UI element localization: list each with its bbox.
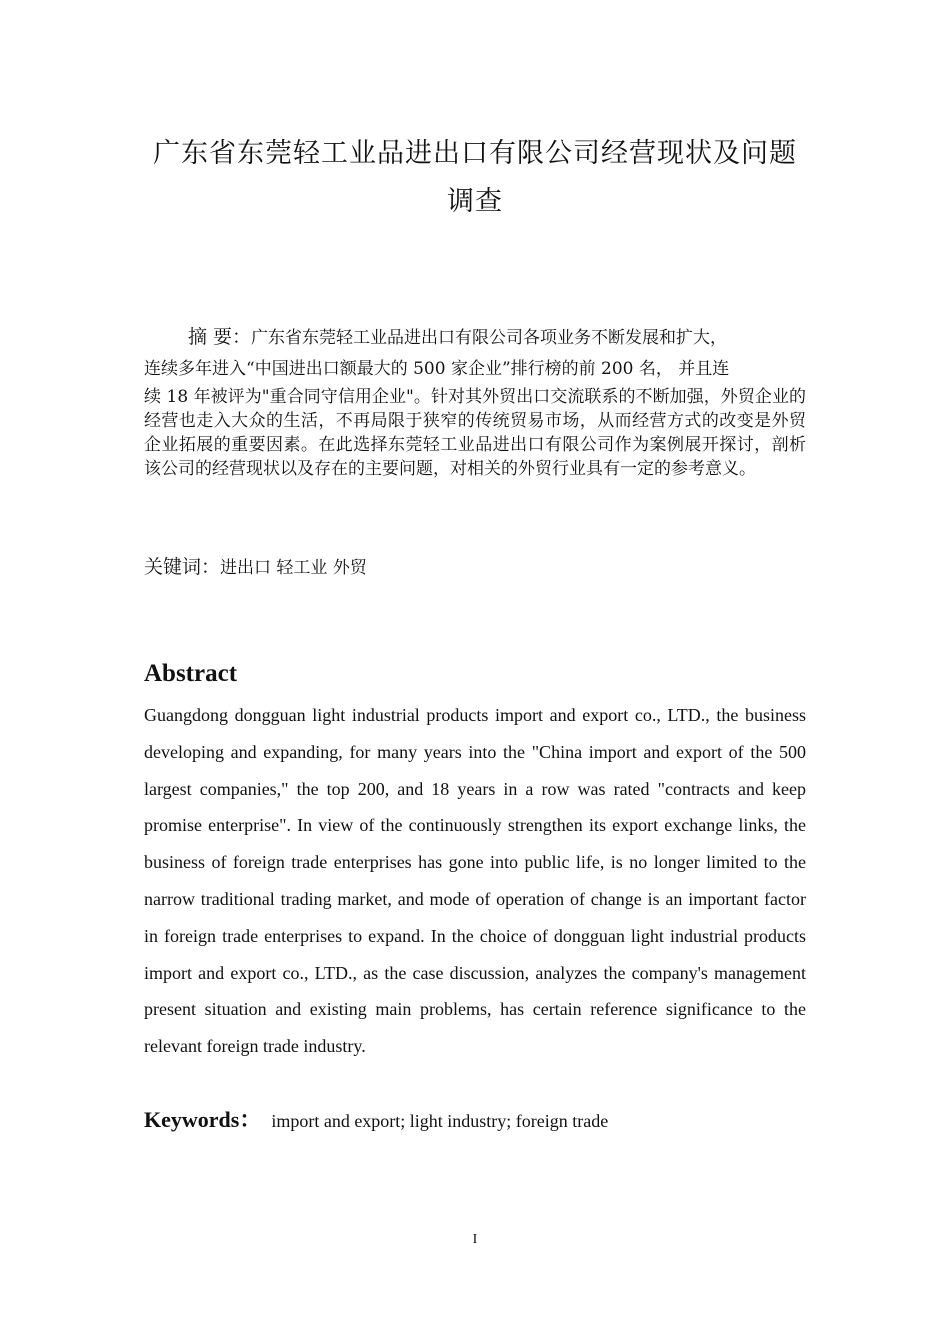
chinese-abstract <box>144 322 806 481</box>
english-abstract-body: Guangdong dongguan light industrial products import and export co., LTD., the business developing and expanding, for many years into the "China import and export of the 500 largest companies," the top 200, and 18 years in a row was rated "contracts and keep promise enterprise". In view of the continuously strengthen its export exchange links, the business of foreign trade enterprises has gone into public life, is no longer limited to the narrow traditional trading market, and mode of operation of change is an important factor in foreign trade enterprises to expand. In the choice of dongguan light industrial products import and export co., LTD., as the case discussion, analyzes the company's management present situation and existing main problems, has certain reference significance to the relevant foreign trade industry. <box>144 705 806 1057</box>
chinese-keywords <box>144 552 367 583</box>
page-number: I <box>472 1232 478 1247</box>
chinese-abstract-line-2: 连续多年进入“中国进出口额最大的 500 家企业”排行榜的前 200 名， 并且连 <box>144 359 730 379</box>
chinese-abstract-body: 续 18 年被评为"重合同守信用企业"。针对其外贸出口交流联系的不断加强，外贸企业的经营也走入大众的生活，不再局限于狭窄的传统贸易市场，从而经营方式的改变是外贸企业拓展的重要因素。在此选择东莞轻工业品进出口有限公司作为案例展开探讨，剖析该公司的经营现状以及存在的主要问题，对相关的外贸行业具有一定的参考意义。 <box>144 387 806 479</box>
english-keywords <box>144 1103 608 1134</box>
english-keywords-label: Keywords： <box>144 1107 262 1132</box>
chinese-keywords-label: 关键词： <box>144 556 221 578</box>
english-abstract-heading: Abstract <box>144 660 238 687</box>
chinese-keywords-value: 进出口 轻工业 外贸 <box>220 558 367 578</box>
chinese-abstract-label: 摘 要： <box>188 326 252 348</box>
chinese-abstract-line-1: 广东省东莞轻工业品进出口有限公司各项业务不断发展和扩大， <box>251 328 728 348</box>
document-title: 广东省东莞轻工业品进出口有限公司经营现状及问题调查 <box>153 138 797 217</box>
english-keywords-value: import and export; light industry; foreign trade <box>271 1111 609 1131</box>
